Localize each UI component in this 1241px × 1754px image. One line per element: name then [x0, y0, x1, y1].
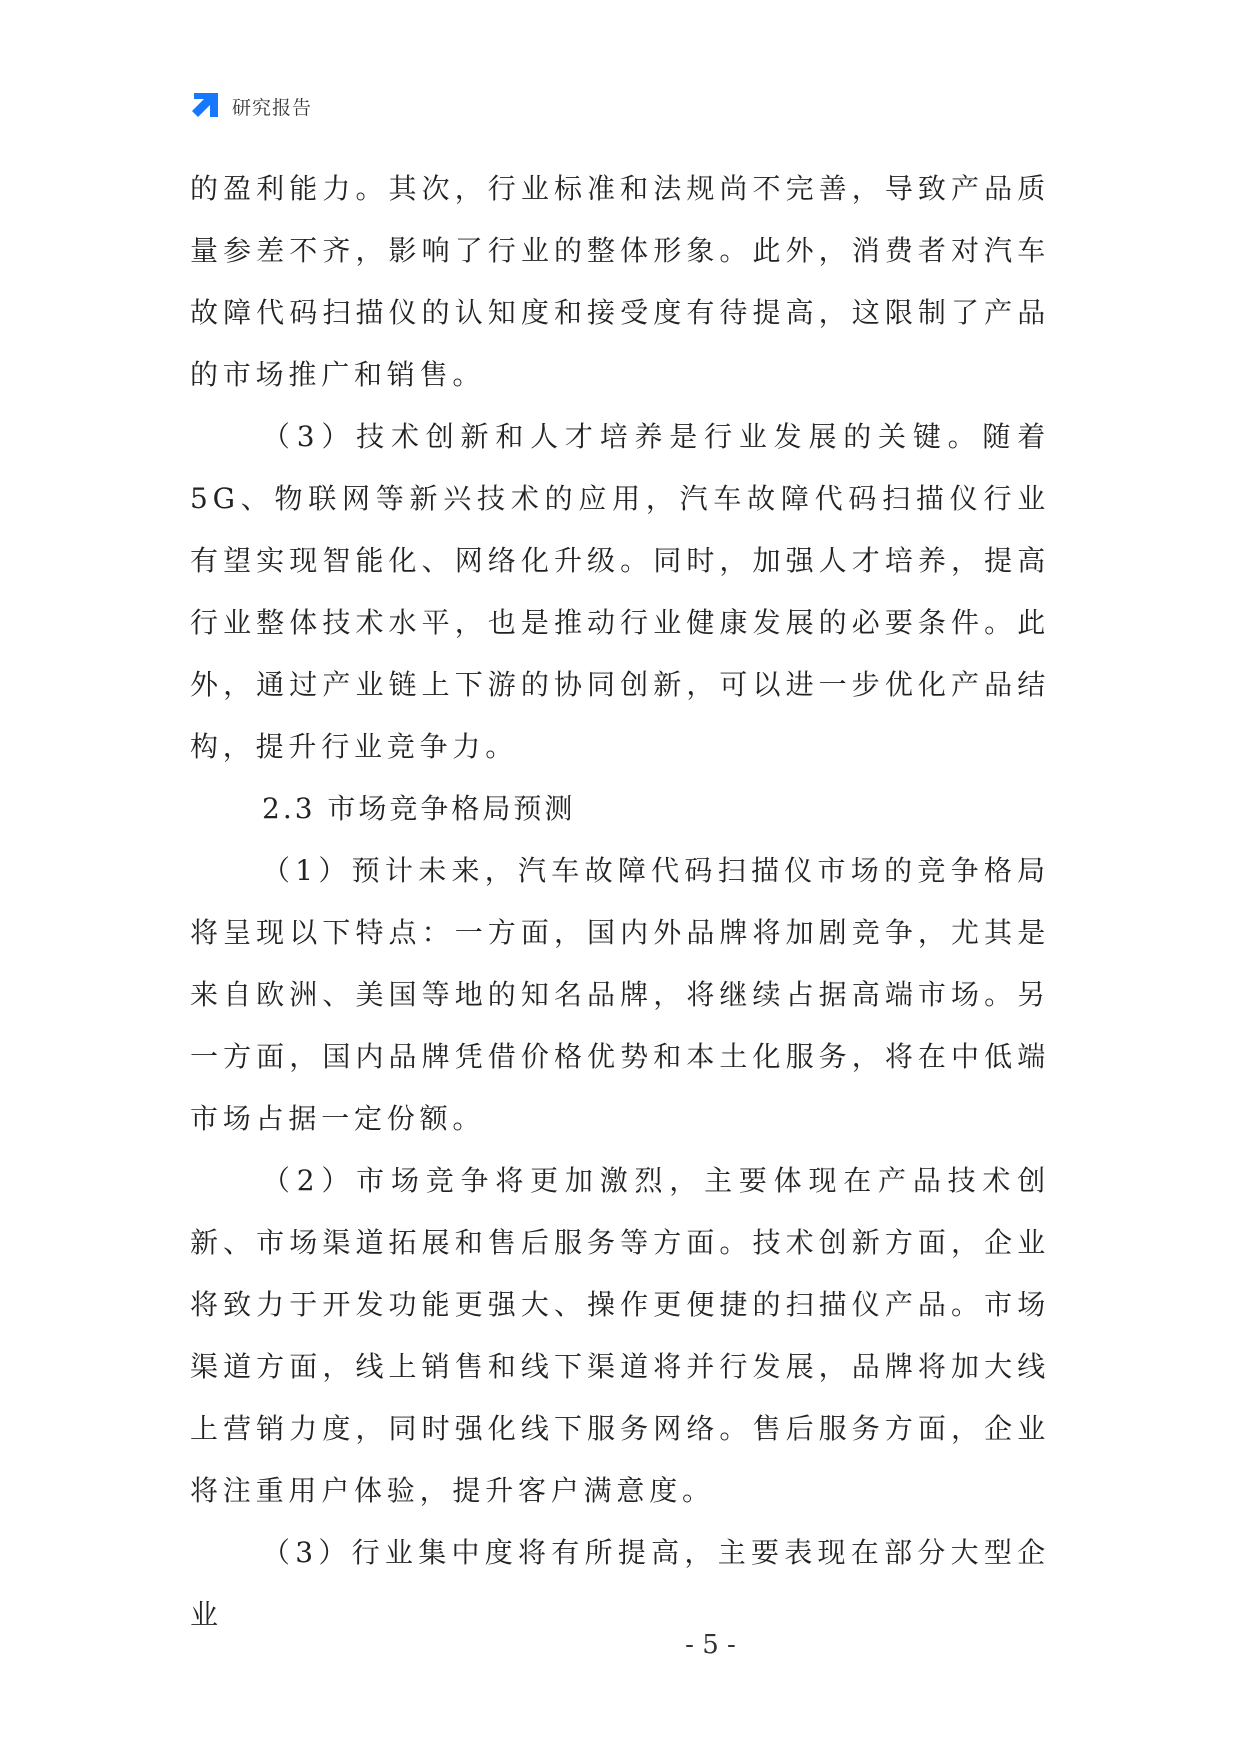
page-number: - 5 -	[685, 1630, 736, 1660]
section-heading: 2.3 市场竞争格局预测	[262, 792, 576, 825]
paragraph: （3）技术创新和人才培养是行业发展的关键。随着5G、物联网等新兴技术的应用，汽车故障代码扫描仪行业有望实现智能化、网络化升级。同时，加强人才培养，提高行业整体技术水平，也是推动行业健康发展的必要条件。此外，通过产业链上下游的协同创新，可以进一步优化产品结构，提升行业竞争力。	[190, 420, 1050, 763]
report-header	[190, 90, 312, 122]
paragraph: （2）市场竞争将更加激烈，主要体现在产品技术创新、市场渠道拓展和售后服务等方面。技术创新方面，企业将致力于开发功能更强大、操作更便捷的扫描仪产品。市场渠道方面，线上销售和线下渠道将并行发展，品牌将加大线上营销力度，同时强化线下服务网络。售后服务方面，企业将注重用户体验，提升客户满意度。	[190, 1164, 1050, 1507]
header-label: 研究报告	[232, 96, 313, 119]
arrow-up-right-icon	[190, 91, 220, 121]
paragraph: （3）行业集中度将有所提高，主要表现在部分大型企业	[190, 1536, 1050, 1631]
paragraph: （1）预计未来，汽车故障代码扫描仪市场的竞争格局将呈现以下特点：一方面，国内外品牌将加剧竞争，尤其是来自欧洲、美国等地的知名品牌，将继续占据高端市场。另一方面，国内品牌凭借价格优势和本土化服务，将在中低端市场占据一定份额。	[190, 854, 1050, 1135]
paragraph: 的盈利能力。其次，行业标准和法规尚不完善，导致产品质量参差不齐，影响了行业的整体形象。此外，消费者对汽车故障代码扫描仪的认知度和接受度有待提高，这限制了产品的市场推广和销售。	[190, 172, 1050, 391]
body-content	[190, 158, 1050, 1646]
